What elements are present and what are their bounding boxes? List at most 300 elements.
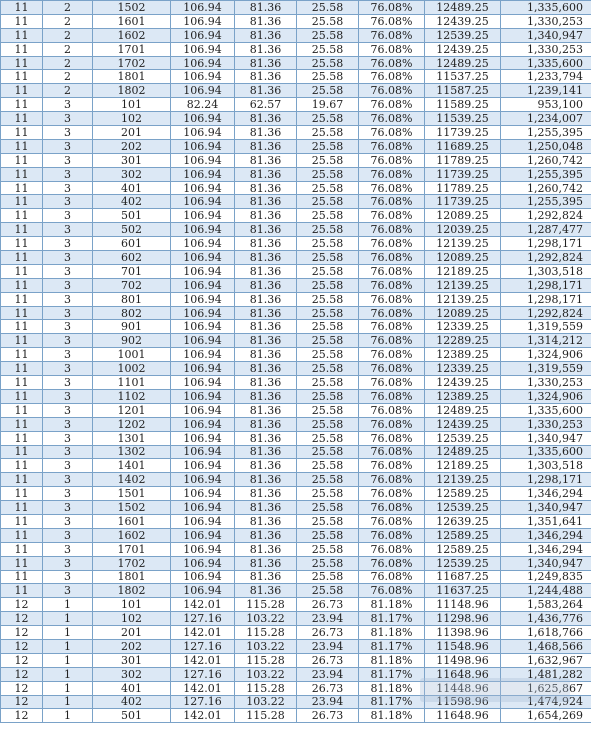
- unit-price-cell: 11739.25: [425, 195, 501, 209]
- total-price-cell: 1,255,395: [501, 195, 591, 209]
- room-cell: 1402: [93, 473, 171, 487]
- efficiency-cell: 81.17%: [359, 695, 425, 709]
- room-cell: 1801: [93, 570, 171, 584]
- gross-area-cell: 106.94: [171, 126, 235, 140]
- unit-cell: 3: [43, 334, 93, 348]
- room-cell: 1701: [93, 42, 171, 56]
- room-cell: 102: [93, 112, 171, 126]
- efficiency-cell: 76.08%: [359, 264, 425, 278]
- unit-price-cell: 11587.25: [425, 84, 501, 98]
- gross-area-cell: 106.94: [171, 264, 235, 278]
- shared-area-cell: 25.58: [297, 264, 359, 278]
- building-cell: 11: [1, 42, 43, 56]
- table-row: [1, 14, 591, 28]
- table-row: [1, 306, 591, 320]
- room-cell: 1702: [93, 56, 171, 70]
- efficiency-cell: 76.08%: [359, 528, 425, 542]
- building-cell: 12: [1, 612, 43, 626]
- total-price-cell: 1,481,282: [501, 667, 591, 681]
- unit-price-cell: 12589.25: [425, 528, 501, 542]
- efficiency-cell: 76.08%: [359, 209, 425, 223]
- table-row: [1, 139, 591, 153]
- unit-price-cell: 11739.25: [425, 126, 501, 140]
- gross-area-cell: 106.94: [171, 556, 235, 570]
- gross-area-cell: 106.94: [171, 376, 235, 390]
- unit-cell: 3: [43, 473, 93, 487]
- efficiency-cell: 81.18%: [359, 681, 425, 695]
- inner-area-cell: 81.36: [235, 292, 297, 306]
- inner-area-cell: 81.36: [235, 251, 297, 265]
- unit-cell: 3: [43, 251, 93, 265]
- inner-area-cell: 81.36: [235, 112, 297, 126]
- total-price-cell: 1,260,742: [501, 153, 591, 167]
- building-cell: 11: [1, 431, 43, 445]
- building-cell: 11: [1, 570, 43, 584]
- unit-price-cell: 11539.25: [425, 112, 501, 126]
- total-price-cell: 1,632,967: [501, 653, 591, 667]
- table-row: [1, 403, 591, 417]
- gross-area-cell: 106.94: [171, 514, 235, 528]
- table-row: [1, 598, 591, 612]
- unit-cell: 2: [43, 70, 93, 84]
- building-cell: 11: [1, 528, 43, 542]
- total-price-cell: 1,625,867: [501, 681, 591, 695]
- building-cell: 11: [1, 112, 43, 126]
- unit-cell: 1: [43, 709, 93, 723]
- room-cell: 802: [93, 306, 171, 320]
- inner-area-cell: 81.36: [235, 1, 297, 15]
- unit-cell: 2: [43, 28, 93, 42]
- unit-cell: 2: [43, 56, 93, 70]
- table-row: [1, 237, 591, 251]
- shared-area-cell: 19.67: [297, 98, 359, 112]
- building-cell: 12: [1, 681, 43, 695]
- gross-area-cell: 106.94: [171, 139, 235, 153]
- gross-area-cell: 106.94: [171, 167, 235, 181]
- unit-cell: 3: [43, 98, 93, 112]
- total-price-cell: 1,234,007: [501, 112, 591, 126]
- efficiency-cell: 76.08%: [359, 320, 425, 334]
- gross-area-cell: 142.01: [171, 598, 235, 612]
- shared-area-cell: 23.94: [297, 639, 359, 653]
- inner-area-cell: 81.36: [235, 126, 297, 140]
- table-row: [1, 278, 591, 292]
- unit-price-cell: 12589.25: [425, 487, 501, 501]
- shared-area-cell: 25.58: [297, 334, 359, 348]
- gross-area-cell: 106.94: [171, 348, 235, 362]
- table-row: [1, 112, 591, 126]
- unit-price-cell: 11598.96: [425, 695, 501, 709]
- unit-cell: 1: [43, 598, 93, 612]
- efficiency-cell: 76.08%: [359, 584, 425, 598]
- building-cell: 11: [1, 28, 43, 42]
- unit-cell: 3: [43, 445, 93, 459]
- gross-area-cell: 82.24: [171, 98, 235, 112]
- room-cell: 301: [93, 153, 171, 167]
- unit-price-cell: 12089.25: [425, 209, 501, 223]
- efficiency-cell: 76.08%: [359, 153, 425, 167]
- building-cell: 11: [1, 209, 43, 223]
- table-row: [1, 487, 591, 501]
- gross-area-cell: 106.94: [171, 223, 235, 237]
- building-cell: 11: [1, 584, 43, 598]
- unit-cell: 3: [43, 195, 93, 209]
- inner-area-cell: 81.36: [235, 487, 297, 501]
- inner-area-cell: 81.36: [235, 389, 297, 403]
- watermark: [420, 678, 570, 702]
- efficiency-cell: 76.08%: [359, 84, 425, 98]
- unit-cell: 3: [43, 389, 93, 403]
- building-cell: 12: [1, 598, 43, 612]
- shared-area-cell: 25.58: [297, 570, 359, 584]
- gross-area-cell: 106.94: [171, 84, 235, 98]
- efficiency-cell: 76.08%: [359, 292, 425, 306]
- gross-area-cell: 106.94: [171, 237, 235, 251]
- gross-area-cell: 106.94: [171, 570, 235, 584]
- unit-price-cell: 12439.25: [425, 42, 501, 56]
- efficiency-cell: 76.08%: [359, 126, 425, 140]
- unit-cell: 3: [43, 167, 93, 181]
- total-price-cell: 953,100: [501, 98, 591, 112]
- room-cell: 801: [93, 292, 171, 306]
- unit-cell: 3: [43, 306, 93, 320]
- shared-area-cell: 25.58: [297, 320, 359, 334]
- efficiency-cell: 76.08%: [359, 362, 425, 376]
- unit-price-cell: 12439.25: [425, 376, 501, 390]
- inner-area-cell: 103.22: [235, 695, 297, 709]
- inner-area-cell: 103.22: [235, 639, 297, 653]
- table-row: [1, 501, 591, 515]
- shared-area-cell: 25.58: [297, 362, 359, 376]
- building-cell: 11: [1, 223, 43, 237]
- efficiency-cell: 81.18%: [359, 709, 425, 723]
- efficiency-cell: 76.08%: [359, 459, 425, 473]
- inner-area-cell: 81.36: [235, 514, 297, 528]
- total-price-cell: 1,239,141: [501, 84, 591, 98]
- room-cell: 401: [93, 681, 171, 695]
- room-cell: 1002: [93, 362, 171, 376]
- gross-area-cell: 142.01: [171, 709, 235, 723]
- unit-cell: 3: [43, 542, 93, 556]
- inner-area-cell: 103.22: [235, 612, 297, 626]
- unit-price-cell: 11689.25: [425, 139, 501, 153]
- unit-price-cell: 12639.25: [425, 514, 501, 528]
- total-price-cell: 1,255,395: [501, 167, 591, 181]
- efficiency-cell: 76.08%: [359, 334, 425, 348]
- gross-area-cell: 106.94: [171, 320, 235, 334]
- total-price-cell: 1,330,253: [501, 376, 591, 390]
- room-cell: 901: [93, 320, 171, 334]
- gross-area-cell: 106.94: [171, 584, 235, 598]
- table-row: [1, 153, 591, 167]
- unit-cell: 3: [43, 514, 93, 528]
- inner-area-cell: 115.28: [235, 709, 297, 723]
- shared-area-cell: 25.58: [297, 153, 359, 167]
- room-cell: 1802: [93, 584, 171, 598]
- room-cell: 502: [93, 223, 171, 237]
- shared-area-cell: 25.58: [297, 139, 359, 153]
- efficiency-cell: 76.08%: [359, 42, 425, 56]
- room-cell: 902: [93, 334, 171, 348]
- gross-area-cell: 106.94: [171, 153, 235, 167]
- room-cell: 1202: [93, 417, 171, 431]
- unit-price-cell: 11589.25: [425, 98, 501, 112]
- inner-area-cell: 81.36: [235, 376, 297, 390]
- unit-cell: 2: [43, 84, 93, 98]
- unit-price-cell: 11148.96: [425, 598, 501, 612]
- inner-area-cell: 81.36: [235, 139, 297, 153]
- total-price-cell: 1,346,294: [501, 542, 591, 556]
- unit-price-cell: 12539.25: [425, 28, 501, 42]
- gross-area-cell: 106.94: [171, 334, 235, 348]
- building-cell: 11: [1, 445, 43, 459]
- total-price-cell: 1,324,906: [501, 348, 591, 362]
- unit-cell: 3: [43, 139, 93, 153]
- shared-area-cell: 25.58: [297, 14, 359, 28]
- unit-price-cell: 11789.25: [425, 181, 501, 195]
- building-cell: 11: [1, 139, 43, 153]
- table-row: [1, 223, 591, 237]
- total-price-cell: 1,340,947: [501, 556, 591, 570]
- unit-cell: 1: [43, 695, 93, 709]
- gross-area-cell: 106.94: [171, 112, 235, 126]
- gross-area-cell: 106.94: [171, 70, 235, 84]
- total-price-cell: 1,298,171: [501, 292, 591, 306]
- unit-price-cell: 11298.96: [425, 612, 501, 626]
- efficiency-cell: 76.08%: [359, 501, 425, 515]
- unit-price-cell: 12489.25: [425, 445, 501, 459]
- unit-cell: 3: [43, 209, 93, 223]
- table-row: [1, 264, 591, 278]
- unit-price-cell: 11789.25: [425, 153, 501, 167]
- shared-area-cell: 25.58: [297, 223, 359, 237]
- unit-cell: 3: [43, 126, 93, 140]
- unit-cell: 2: [43, 14, 93, 28]
- unit-price-cell: 11648.96: [425, 709, 501, 723]
- building-cell: 11: [1, 487, 43, 501]
- building-cell: 11: [1, 348, 43, 362]
- table-row: [1, 639, 591, 653]
- inner-area-cell: 81.36: [235, 195, 297, 209]
- unit-cell: 1: [43, 612, 93, 626]
- unit-price-cell: 12539.25: [425, 431, 501, 445]
- unit-cell: 3: [43, 264, 93, 278]
- total-price-cell: 1,346,294: [501, 528, 591, 542]
- efficiency-cell: 76.08%: [359, 139, 425, 153]
- total-price-cell: 1,314,212: [501, 334, 591, 348]
- efficiency-cell: 76.08%: [359, 389, 425, 403]
- table-row: [1, 42, 591, 56]
- unit-price-cell: 12189.25: [425, 459, 501, 473]
- building-cell: 11: [1, 514, 43, 528]
- unit-cell: 1: [43, 639, 93, 653]
- shared-area-cell: 25.58: [297, 389, 359, 403]
- unit-cell: 2: [43, 1, 93, 15]
- inner-area-cell: 115.28: [235, 598, 297, 612]
- total-price-cell: 1,319,559: [501, 362, 591, 376]
- building-cell: 12: [1, 626, 43, 640]
- gross-area-cell: 106.94: [171, 195, 235, 209]
- room-cell: 1001: [93, 348, 171, 362]
- unit-cell: 3: [43, 223, 93, 237]
- gross-area-cell: 106.94: [171, 487, 235, 501]
- shared-area-cell: 25.58: [297, 459, 359, 473]
- building-cell: 11: [1, 292, 43, 306]
- room-cell: 1601: [93, 514, 171, 528]
- inner-area-cell: 81.36: [235, 459, 297, 473]
- efficiency-cell: 76.08%: [359, 403, 425, 417]
- inner-area-cell: 81.36: [235, 28, 297, 42]
- gross-area-cell: 106.94: [171, 459, 235, 473]
- shared-area-cell: 25.58: [297, 473, 359, 487]
- gross-area-cell: 106.94: [171, 501, 235, 515]
- unit-cell: 1: [43, 626, 93, 640]
- total-price-cell: 1,292,824: [501, 251, 591, 265]
- table-row: [1, 653, 591, 667]
- gross-area-cell: 106.94: [171, 528, 235, 542]
- building-cell: 11: [1, 167, 43, 181]
- table-row: [1, 709, 591, 723]
- efficiency-cell: 81.17%: [359, 612, 425, 626]
- efficiency-cell: 76.08%: [359, 570, 425, 584]
- unit-cell: 3: [43, 570, 93, 584]
- total-price-cell: 1,330,253: [501, 417, 591, 431]
- total-price-cell: 1,436,776: [501, 612, 591, 626]
- efficiency-cell: 76.08%: [359, 56, 425, 70]
- room-cell: 701: [93, 264, 171, 278]
- table-row: [1, 584, 591, 598]
- room-cell: 201: [93, 626, 171, 640]
- total-price-cell: 1,351,641: [501, 514, 591, 528]
- gross-area-cell: 106.94: [171, 542, 235, 556]
- building-cell: 11: [1, 542, 43, 556]
- total-price-cell: 1,298,171: [501, 473, 591, 487]
- inner-area-cell: 81.36: [235, 209, 297, 223]
- inner-area-cell: 81.36: [235, 237, 297, 251]
- shared-area-cell: 25.58: [297, 237, 359, 251]
- inner-area-cell: 81.36: [235, 264, 297, 278]
- building-cell: 11: [1, 14, 43, 28]
- room-cell: 1802: [93, 84, 171, 98]
- efficiency-cell: 76.08%: [359, 473, 425, 487]
- building-cell: 11: [1, 306, 43, 320]
- table-row: [1, 28, 591, 42]
- table-row: [1, 626, 591, 640]
- efficiency-cell: 76.08%: [359, 70, 425, 84]
- table-row: [1, 389, 591, 403]
- gross-area-cell: 106.94: [171, 42, 235, 56]
- unit-price-cell: 12339.25: [425, 362, 501, 376]
- room-cell: 102: [93, 612, 171, 626]
- table-row: [1, 334, 591, 348]
- efficiency-cell: 76.08%: [359, 556, 425, 570]
- gross-area-cell: 106.94: [171, 417, 235, 431]
- building-cell: 11: [1, 126, 43, 140]
- unit-cell: 3: [43, 376, 93, 390]
- room-cell: 1102: [93, 389, 171, 403]
- room-cell: 401: [93, 181, 171, 195]
- unit-price-cell: 11687.25: [425, 570, 501, 584]
- inner-area-cell: 62.57: [235, 98, 297, 112]
- room-cell: 101: [93, 98, 171, 112]
- building-cell: 11: [1, 251, 43, 265]
- room-cell: 1501: [93, 487, 171, 501]
- unit-price-cell: 12039.25: [425, 223, 501, 237]
- efficiency-cell: 76.08%: [359, 98, 425, 112]
- room-cell: 1301: [93, 431, 171, 445]
- shared-area-cell: 25.58: [297, 28, 359, 42]
- unit-price-cell: 12589.25: [425, 542, 501, 556]
- shared-area-cell: 25.58: [297, 195, 359, 209]
- inner-area-cell: 81.36: [235, 320, 297, 334]
- room-cell: 702: [93, 278, 171, 292]
- table-row: [1, 362, 591, 376]
- unit-cell: 3: [43, 348, 93, 362]
- shared-area-cell: 25.58: [297, 376, 359, 390]
- table-row: [1, 348, 591, 362]
- unit-price-cell: 12139.25: [425, 278, 501, 292]
- unit-cell: 1: [43, 681, 93, 695]
- room-cell: 1401: [93, 459, 171, 473]
- efficiency-cell: 81.18%: [359, 598, 425, 612]
- shared-area-cell: 25.58: [297, 126, 359, 140]
- shared-area-cell: 25.58: [297, 584, 359, 598]
- table-row: [1, 1, 591, 15]
- building-cell: 11: [1, 153, 43, 167]
- table-row: [1, 473, 591, 487]
- total-price-cell: 1,335,600: [501, 1, 591, 15]
- building-cell: 11: [1, 278, 43, 292]
- inner-area-cell: 81.36: [235, 501, 297, 515]
- gross-area-cell: 106.94: [171, 278, 235, 292]
- table-row: [1, 528, 591, 542]
- room-cell: 101: [93, 598, 171, 612]
- shared-area-cell: 26.73: [297, 681, 359, 695]
- inner-area-cell: 81.36: [235, 56, 297, 70]
- room-cell: 202: [93, 139, 171, 153]
- shared-area-cell: 25.58: [297, 528, 359, 542]
- shared-area-cell: 25.58: [297, 70, 359, 84]
- table-row: [1, 514, 591, 528]
- table-row: [1, 320, 591, 334]
- building-cell: 11: [1, 181, 43, 195]
- room-cell: 1302: [93, 445, 171, 459]
- gross-area-cell: 106.94: [171, 292, 235, 306]
- shared-area-cell: 23.94: [297, 667, 359, 681]
- building-cell: 11: [1, 376, 43, 390]
- room-cell: 402: [93, 195, 171, 209]
- table-row: [1, 376, 591, 390]
- building-cell: 11: [1, 389, 43, 403]
- room-cell: 1702: [93, 556, 171, 570]
- table-body: [1, 1, 591, 723]
- building-cell: 11: [1, 320, 43, 334]
- table-row: [1, 126, 591, 140]
- gross-area-cell: 106.94: [171, 362, 235, 376]
- shared-area-cell: 26.73: [297, 709, 359, 723]
- total-price-cell: 1,583,264: [501, 598, 591, 612]
- gross-area-cell: 106.94: [171, 445, 235, 459]
- shared-area-cell: 25.58: [297, 445, 359, 459]
- building-cell: 11: [1, 98, 43, 112]
- efficiency-cell: 76.08%: [359, 14, 425, 28]
- unit-cell: 3: [43, 237, 93, 251]
- unit-price-cell: 12489.25: [425, 1, 501, 15]
- room-cell: 1601: [93, 14, 171, 28]
- unit-cell: 3: [43, 459, 93, 473]
- room-cell: 202: [93, 639, 171, 653]
- unit-price-cell: 12189.25: [425, 264, 501, 278]
